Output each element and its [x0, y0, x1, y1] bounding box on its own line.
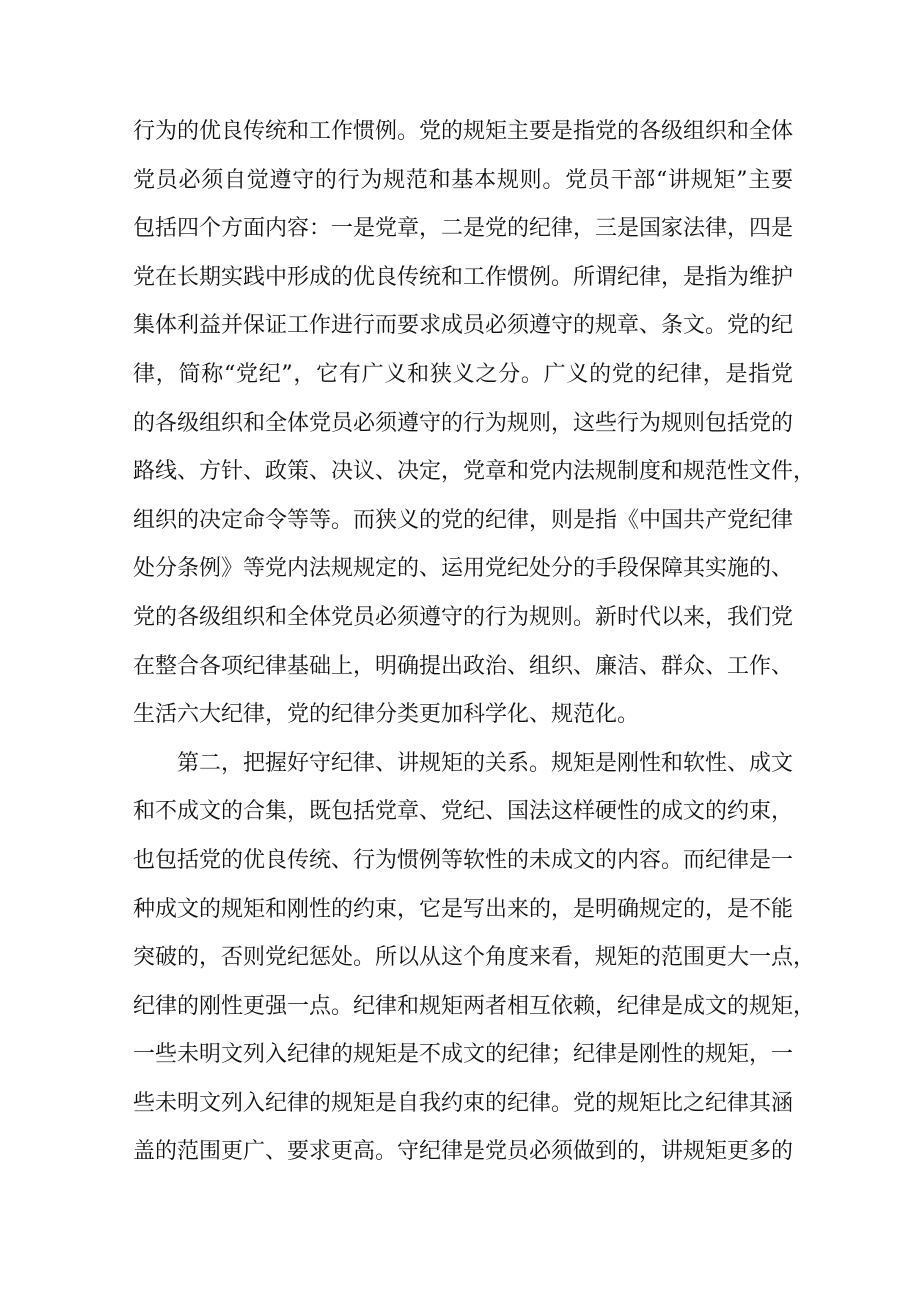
text-line: 处分条例》等党内法规规定的、运用党纪处分的手段保障其实施的、: [133, 556, 794, 582]
text-line: 集体利益并保证工作进行而要求成员必须遵守的规章、条文。党的纪: [133, 313, 794, 339]
paragraph-1: [133, 108, 816, 740]
text-line: 党的各级组织和全体党员必须遵守的行为规则。新时代以来，我们党: [133, 604, 794, 630]
text-line: 盖的范围更广、要求更高。守纪律是党员必须做到的，讲规矩更多的: [133, 1139, 794, 1165]
text-line: 些未明文列入纪律的规矩是自我约束的纪律。党的规矩比之纪律其涵: [133, 1090, 794, 1116]
text-line: 种成文的规矩和刚性的约束，它是写出来的，是明确规定的，是不能: [133, 896, 794, 922]
text-line: 党在长期实践中形成的优良传统和工作惯例。所谓纪律，是指为维护: [133, 264, 794, 290]
paragraph-2: [133, 740, 816, 1177]
document-body: [133, 108, 816, 1177]
text-line: 突破的，否则党纪惩处。所以从这个角度来看，规矩的范围更大一点，: [133, 945, 816, 971]
text-line: 的各级组织和全体党员必须遵守的行为规则，这些行为规则包括党的: [133, 410, 794, 436]
text-line: 行为的优良传统和工作惯例。党的规矩主要是指党的各级组织和全体: [133, 119, 794, 144]
text-line: 一些未明文列入纪律的规矩是不成文的纪律；纪律是刚性的规矩，一: [133, 1042, 794, 1068]
text-line: 纪律的刚性更强一点。纪律和规矩两者相互依赖，纪律是成文的规矩，: [133, 993, 816, 1019]
text-line: 生活六大纪律，党的纪律分类更加科学化、规范化。: [133, 702, 640, 728]
text-line: 也包括党的优良传统、行为惯例等软性的未成文的内容。而纪律是一: [133, 847, 794, 873]
text-line: 律，简称“党纪”，它有广义和狭义之分。广义的党的纪律，是指党: [133, 361, 793, 387]
text-line: 路线、方针、政策、决议、决定，党章和党内法规制度和规范性文件，: [133, 459, 816, 485]
text-line: 在整合各项纪律基础上，明确提出政治、组织、廉洁、群众、工作、: [133, 653, 794, 679]
text-line: 组织的决定命令等等。而狭义的党的纪律，则是指《中国共产党纪律: [133, 507, 794, 533]
text-line: 和不成文的合集，既包括党章、党纪、国法这样硬性的成文的约束，: [133, 799, 794, 825]
text-line: 包括四个方面内容：一是党章，二是党的纪律，三是国家法律，四是: [133, 216, 794, 242]
text-line: 第二，把握好守纪律、讲规矩的关系。规矩是刚性和软性、成文: [177, 750, 794, 776]
text-line: 党员必须自觉遵守的行为规范和基本规则。党员干部“讲规矩”主要: [133, 167, 793, 193]
